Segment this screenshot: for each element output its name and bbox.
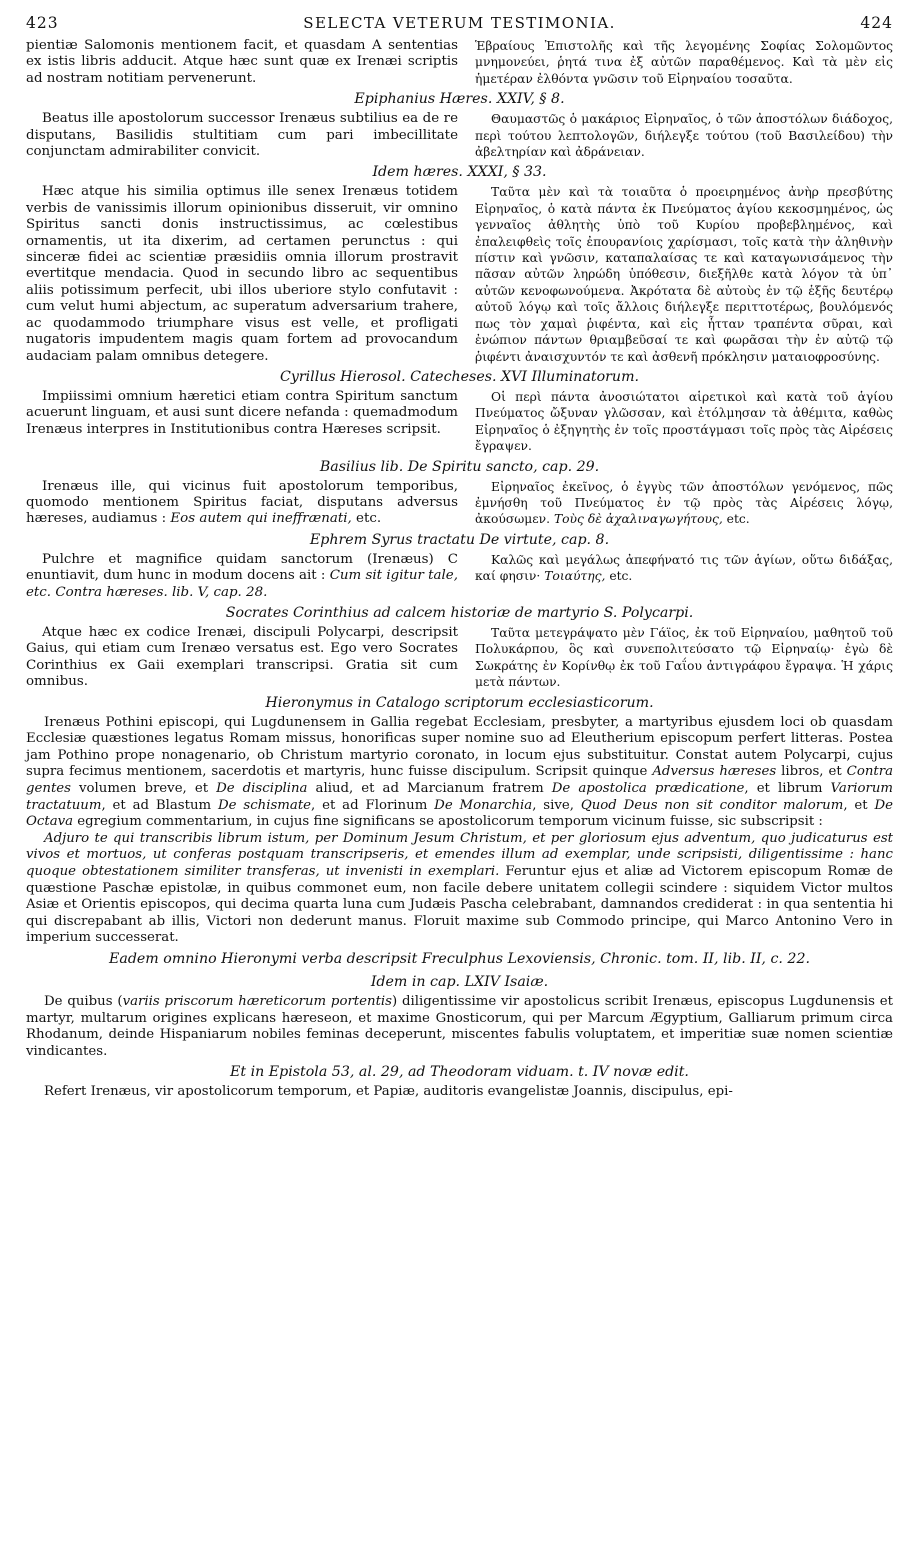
text-run: ) diligentissime vir apostolicus scribit Irenæus, episcopus Lugdunensis et martyr, multarum origines explicans hæreseon, et maxime Gnosticorum, qui per Marcum Ægyptium, Galliarum primum circa Rhodanum, deinde Hispaniarum nobiles feminas deceperunt, miscentes fabulis voluptatem, et imperitiæ suæ nomen scientiæ vindicantes. <box>26 993 893 1059</box>
title-italic: Adversus hæreses <box>652 764 777 780</box>
running-header <box>26 14 893 38</box>
text-run: Καλῶς καὶ μεγάλως ἀπεφήνατό τις τῶν ἁγίων, οὕτω διδάξας, καί φησιν· <box>475 552 893 584</box>
section-continuation <box>26 38 893 87</box>
title-italic: Contra gentes <box>26 764 894 796</box>
section-heading-isaiae: Idem in cap. LXIV Isaiæ. <box>370 973 549 990</box>
greek-column <box>475 389 893 455</box>
greek-column <box>475 479 893 528</box>
section-hieronymus <box>26 715 893 947</box>
text-run: Feruntur ejus et aliæ ad Victorem episcopum Romæ de quæstione Paschæ epistolæ, in quibus commonet eum, non facile debere unitatem collegii scindere : siquidem Victor multos Asiæ et Orientis episcopos, qui decima quarta luna cum Judæis Pascha celebrabant, damnandos crediderat : in qua sententia hi qui discrepabant ab illis, Victori non dederunt manus. Floruit maxime sub Commodo principe, qui Marco Antonino Vero in imperium successerat. <box>26 863 894 946</box>
text-run: egregium commentarium, in cujus fine significans se apostolicorum temporum vicinum fuisse, sic subscripsit : <box>73 814 823 830</box>
latin-column <box>26 38 458 87</box>
title-italic: Variorum tractatuum <box>26 780 893 813</box>
text-run: , et librum <box>744 780 831 796</box>
section-basilius <box>26 479 893 528</box>
greek-column <box>475 38 893 87</box>
greek-text <box>475 552 893 585</box>
quotation-italic: Τοὺς δὲ ἀχαλιναγωγήτους, <box>553 512 723 527</box>
page-number-left: 423 <box>26 14 59 32</box>
latin-text: Atque hæc ex codice Irenæi, discipuli Polycarpi, descripsit Gaius, qui etiam cum Irenæo versatus est. Ego vero Socrates Corinthius ex Gaii exemplari transcripsi. Gratia sit cum omnibus. <box>26 624 458 690</box>
section-socrates <box>26 625 893 691</box>
text-run: Irenæus Pothini episcopi, qui Lugdunensem in Gallia regebat Ecclesiam, presbyter, a martyribus ejusdem loci ob quasdam Ecclesiæ quæstiones legatus Romam missus, honorificas super nomine suo ad Eleutherium episcopum perfert litteras. Postea jam Pothino prope nonagenario, ob Christum martyrio coronato, in locum ejus substituitur. Constat autem Polycarpi, cujus supra fecimus mentionem, sacerdotis et martyris, hunc fuisse discipulum. Scripsit quinque <box>26 714 893 780</box>
section-epistola <box>26 1084 893 1101</box>
section-idem-haeres <box>26 184 893 364</box>
greek-column <box>475 184 893 364</box>
section-heading-ephrem: Ephrem Syrus tractatu De virtute, cap. 8. <box>309 531 610 548</box>
section-heading-freculphus: Eadem omnino Hieronymi verba descripsit Freculphus Lexoviensis, Chronic. tom. II, lib. II, c. 22. <box>109 950 810 967</box>
title-italic: De disciplina <box>216 780 308 796</box>
latin-text <box>26 479 458 528</box>
running-title: SELECTA VETERUM TESTIMONIA. <box>303 14 616 32</box>
section-heading-basilius: Basilius lib. De Spiritu sancto, cap. 29. <box>319 458 600 475</box>
section-heading-epiphanius: Epiphanius Hæres. XXIV, § 8. <box>354 91 565 108</box>
greek-column <box>475 111 893 160</box>
section-cyrillus <box>26 389 893 455</box>
section-ephrem <box>26 552 893 601</box>
quotation-italic: Τοιαύτης, <box>544 569 606 584</box>
section-isaiae <box>26 994 893 1060</box>
text-run: Εἰρηναῖος ἐκεῖνος, ὁ ἐγγὺς τῶν ἀποστόλων γενόμενος, πῶς ἐμνήσθη τοῦ Πνεύματος ἐν τῷ πρὸς τὰς Αἱρέσεις λόγῳ, ἀκούσωμεν. <box>475 479 893 527</box>
text-run: De quibus ( <box>44 993 123 1009</box>
paragraph <box>26 715 893 831</box>
text-run: Pulchre et magnifice quidam sanctorum (Irenæus) C enuntiavit, dum hunc in modum docens ait : <box>26 551 458 584</box>
greek-column <box>475 552 893 601</box>
title-italic: De schismate <box>218 797 312 813</box>
latin-column <box>26 625 458 691</box>
latin-text: Impiissimi omnium hæretici etiam contra Spiritum sanctum acuerunt linguam, et ausi sunt dicere nefanda : quemadmodum Irenæus interpres in Institutionibus contra Hæreses scripsit. <box>26 388 458 437</box>
greek-text <box>475 479 893 528</box>
text-run: aliud, et ad Marcianum fratrem <box>307 780 552 796</box>
section-heading-idem-haeres: Idem hæres. XXXI, § 33. <box>372 164 547 181</box>
latin-text: Beatus ille apostolorum successor Irenæus subtilius ea de re disputans, Basilidis stultitiam cum pari imbecillitate conjunctam admirabiliter convicit. <box>26 111 458 160</box>
greek-text: Θαυμαστῶς ὁ μακάριος Εἰρηναῖος, ὁ τῶν ἀποστόλων διάδοχος, περὶ τούτου λεπτολογῶν, διήλεγξε τούτου (τοῦ Βασιλείδου) τὴν ἀβελτηρίαν καὶ ἀδράνειαν. <box>475 112 893 160</box>
latin-column <box>26 389 458 455</box>
greek-text: Ταῦτα μὲν καὶ τὰ τοιαῦτα ὁ προειρημένος ἀνὴρ πρεσβύτης Εἰρηναῖος, ὁ κατὰ πάντα ἐκ Πνεύματος ἁγίου κεκοσμημένος, ὡς γενναῖος ἀθλητὴς ὑπὸ τοῦ Κυρίου προβεβλημένος, καὶ ἐπαλειφθεὶς τοῖς ἐπουρανίοις χαρίσμασι, τοῖς κατὰ τὴν ἀληθινὴν πίστιν καὶ γνῶσιν, καταπαλαίσας τε καὶ καταγωνισάμενος τὴν πᾶσαν αὐτῶν ληρώδη ὑπόθεσιν, διεξῆλθε κατὰ λόγον τὰ ὑπ᾽ αὐτῶν κενοφωνούμενα. Ἀκρότατα δὲ αὐτοὺς ἐν τῷ ἑξῆς δευτέρῳ αὐτοῦ λόγῳ καὶ τοῖς ἄλλοις διήλεγξε περιττοτέρως, βουλόμενός πως τὸν χαμαὶ ῥιφέντα, καὶ εἰς ἧτταν τραπέντα σῦραι, καὶ ἐνώπιον πάντων θριαμβεῦσαί τε καὶ φωρᾶσαι τὴν ἐν αὐτῷ τῷ ῥιφέντι ἀναισχυντόν τε καὶ ἀσθενῆ πρόκλησιν ματαιοφροσύνης. <box>475 185 893 364</box>
quotation-italic: variis priscorum hæreticorum portentis <box>122 993 392 1009</box>
text-run: etc. <box>722 512 750 527</box>
text-run: etc. <box>605 569 633 584</box>
title-italic: De Octava <box>26 797 893 830</box>
latin-column <box>26 552 458 601</box>
paragraph <box>26 994 893 1060</box>
greek-column <box>475 625 893 691</box>
text-run: Irenæus ille, qui vicinus fuit apostolorum temporibus, quomodo mentionem Spiritus faciat, disputans adversus hæreses, audiamus : <box>26 478 458 527</box>
latin-column <box>26 184 458 364</box>
quotation-italic: Adjuro te qui transcribis librum istum, per Dominum Jesum Christum, et per gloriosum ejus adventum, quo judicaturus est vivos et mortuos, ut conferas postquam transcripseris, et emendes illum ad exemplar, unde scripsisti, diligentissime : hanc quoque obtestationem similiter transferas, ut invenisti in exemplari. <box>26 830 893 879</box>
title-italic: De apostolica prædicatione <box>551 780 745 796</box>
section-epiphanius <box>26 111 893 160</box>
paragraph <box>26 831 893 947</box>
greek-text: Ταῦτα μετεγράψατο μὲν Γάϊος, ἐκ τοῦ Εἰρηναίου, μαθητοῦ τοῦ Πολυκάρπου, ὃς καὶ συνεπολιτεύσατο τῷ Εἰρηναίῳ· ἐγὼ δὲ Σωκράτης ἐν Κορίνθῳ ἐκ τοῦ Γαΐου ἀντιγράφου ἔγραψα. Ἡ χάρις μετὰ πάντων. <box>475 625 893 690</box>
text-run: , et ad Blastum <box>101 797 218 813</box>
section-heading-cyrillus: Cyrillus Hierosol. Catecheses. XVI Illuminatorum. <box>279 368 640 385</box>
quotation-italic: Eos autem qui ineffrænati, <box>170 511 352 527</box>
text-run: , et <box>843 797 875 813</box>
greek-text: Οἱ περὶ πάντα ἀνοσιώτατοι αἱρετικοὶ καὶ κατὰ τοῦ ἁγίου Πνεύματος ὤξυναν γλῶσσαν, καὶ ἐτόλμησαν τὰ ἀθέμιτα, καθὼς Εἰρηναῖος ὁ ἐξηγητὴς ἐν τοῖς προστάγμασι τοῖς πρὸς τὰς Αἱρέσεις ἔγραψεν. <box>475 389 893 454</box>
text-run: , et ad Florinum <box>311 797 435 813</box>
title-italic: Quod Deus non sit conditor malorum <box>580 797 844 813</box>
text-run: etc. <box>351 511 382 527</box>
text-run: volumen breve, et <box>70 780 217 796</box>
greek-text: Ἑβραίους Ἐπιστολῆς καὶ τῆς λεγομένης Σοφίας Σολομῶντος μνημονεύει, ῥητά τινα ἐξ αὐτῶν παραθέμενος. Καὶ τὰ μὲν εἰς ἡμετέραν ἐλθόντα γνῶσιν τοῦ Εἰρηναίου τοσαῦτα. <box>475 39 893 86</box>
section-heading-epistola: Et in Epistola 53, al. 29, ad Theodoram viduam. t. IV novæ edit. <box>230 1064 689 1081</box>
quotation-italic: Cum sit igitur tale, etc. Contra hæreses. lib. V, cap. 28. <box>26 568 458 600</box>
section-heading-hieronymus: Hieronymus in Catalogo scriptorum ecclesiasticorum. <box>265 694 654 711</box>
latin-column <box>26 479 458 528</box>
latin-text: Hæc atque his similia optimus ille senex Irenæus totidem verbis de vanissimis illorum opinionibus disseruit, vir omnino Spiritus sancti donis instructissimus, ac cœlestibus ornamentis, ut ita dixerim, ad certamen perunctus : qui sinceræ fidei ac scientiæ præsidiis omnia illorum prostravit evertitque mendacia. Quod in secundo libro ac sequentibus aliis potissimum perfecit, ubi illos uberiore stylo confutavit : cum velut humi abjectum, ac superatum adversarium trahere, ac quodammodo triumphare visus est velle, et profligati nugatoris impudentem magis quam fortem ad provocandum audaciam palam omnibus detegere. <box>26 184 458 364</box>
paragraph: Refert Irenæus, vir apostolicorum temporum, et Papiæ, auditoris evangelistæ Joannis, discipulus, epi- <box>44 1084 733 1100</box>
section-heading-socrates: Socrates Corinthius ad calcem historiæ de martyrio S. Polycarpi. <box>225 604 694 621</box>
text-run: libros, et <box>776 764 847 780</box>
title-italic: De Monarchia <box>434 797 533 813</box>
latin-text: pientiæ Salomonis mentionem facit, et quasdam A sententias ex istis libris adducit. Atque hæc sunt quæ ex Irenæi scriptis ad nostram notitiam pervenerunt. <box>26 38 458 86</box>
latin-text <box>26 552 458 601</box>
page-number-right: 424 <box>860 14 893 32</box>
latin-column <box>26 111 458 160</box>
text-run: , sive, <box>532 797 581 813</box>
